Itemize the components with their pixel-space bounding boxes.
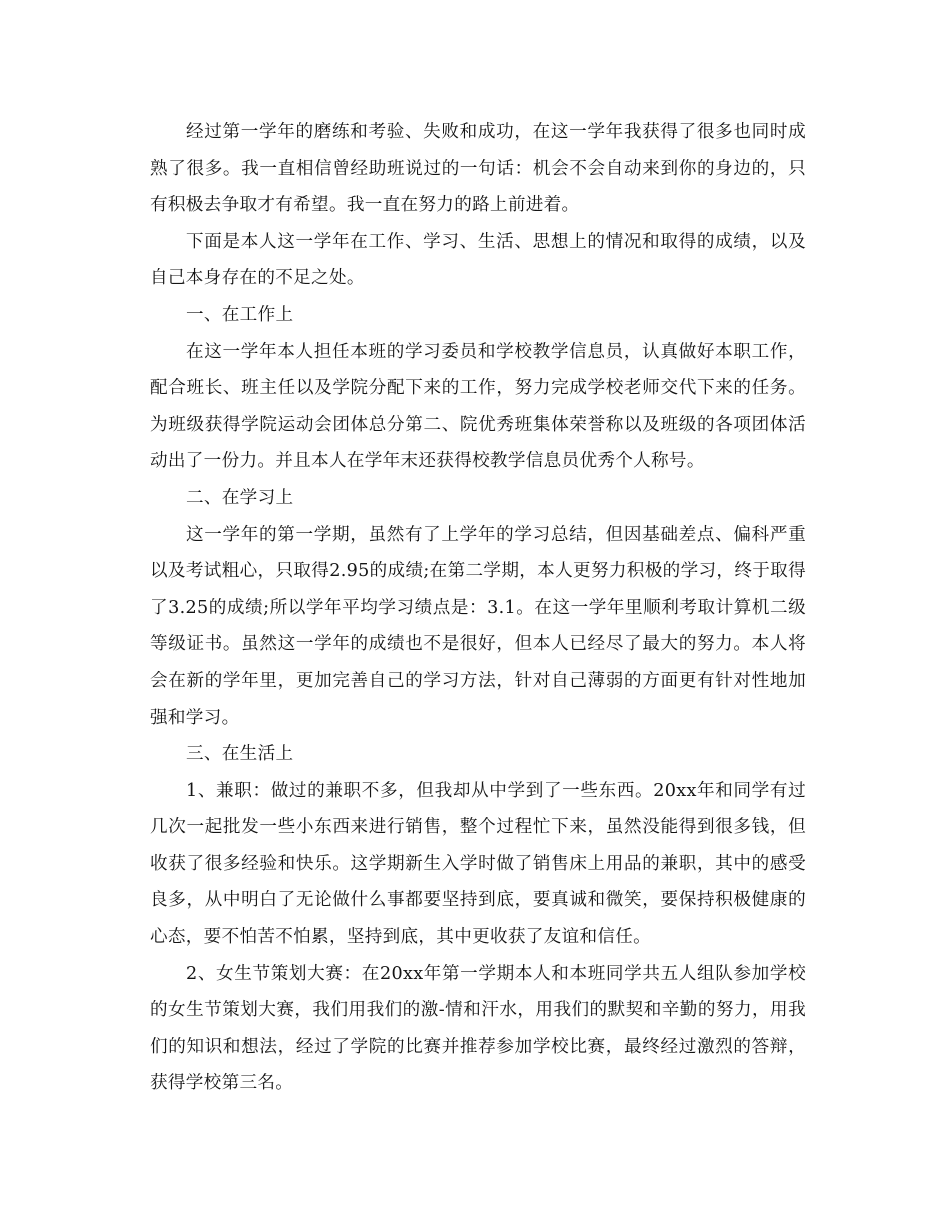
paragraph-intro: 经过第一学年的磨练和考验、失败和成功，在这一学年我获得了很多也同时成熟了很多。我一直相信曾经助班说过的一句话：机会不会自动来到你的身边的，只有积极去争取才有希望。我一直在努力的路上前进着。 (150, 122, 806, 216)
paragraph-planning-contest: 2、女生节策划大赛：在20xx年第一学期本人和本班同学共五人组队参加学校的女生节策划大赛，我们用我们的激-情和汗水，用我们的默契和辛勤的努力，用我们的知识和想法，经过了学院的比赛并推荐参加学校比赛，最终经过激烈的答辩，获得学校第三名。 (150, 963, 806, 1094)
paragraph-part-time-job: 1、兼职：做过的兼职不多，但我却从中学到了一些东西。20xx年和同学有过几次一起批发一些小东西来进行销售，整个过程忙下来，虽然没能得到很多钱，但收获了很多经验和快乐。这学期新生入学时做了销售床上用品的兼职，其中的感受良多，从中明白了无论做什么事都要坚持到底，要真诚和微笑，要保持积极健康的心态，要不怕苦不怕累，坚持到底，其中更收获了友谊和信任。 (150, 780, 806, 948)
heading-life: 三、在生活上 (186, 744, 294, 765)
paragraph-overview: 下面是本人这一学年在工作、学习、生活、思想上的情况和取得的成绩，以及自己本身存在的不足之处。 (150, 231, 806, 289)
heading-study: 二、在学习上 (186, 487, 294, 508)
document-body (150, 114, 806, 1102)
heading-work: 一、在工作上 (186, 304, 294, 325)
paragraph-work: 在这一学年本人担任本班的学习委员和学校教学信息员，认真做好本职工作，配合班长、班主任以及学院分配下来的工作，努力完成学校老师交代下来的任务。为班级获得学院运动会团体总分第二、院优秀班集体荣誉称以及班级的各项团体活动出了一份力。并且本人在学年末还获得校教学信息员优秀个人称号。 (150, 341, 806, 472)
paragraph-study: 这一学年的第一学期，虽然有了上学年的学习总结，但因基础差点、偏科严重以及考试粗心，只取得2.95的成绩;在第二学期，本人更努力积极的学习，终于取得了3.25的成绩;所以学年平均学习绩点是：3.1。在这一学年里顺利考取计算机二级等级证书。虽然这一学年的成绩也不是很好，但本人已经尽了最大的努力。本人将会在新的学年里，更加完善自己的学习方法，针对自己薄弱的方面更有针对性地加强和学习。 (150, 524, 806, 728)
